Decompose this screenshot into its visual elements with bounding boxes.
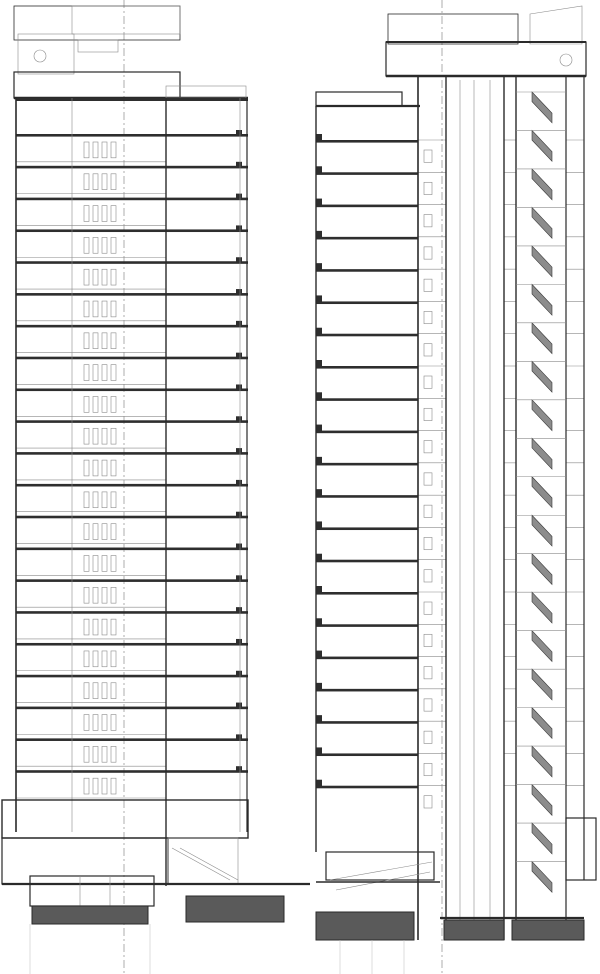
left-floor-opening <box>84 301 89 317</box>
left-floor-opening <box>93 237 98 253</box>
stair-flight <box>532 323 552 354</box>
left-floor-opening <box>93 301 98 317</box>
left-floor-opening <box>84 524 89 540</box>
left-floor-opening <box>84 396 89 412</box>
left-floor-opening <box>84 587 89 603</box>
right-core-opening <box>424 570 432 582</box>
left-floor-slab <box>16 516 248 519</box>
right-core-opening <box>424 505 432 517</box>
left-floor-opening <box>93 778 98 794</box>
right-core-opening <box>424 311 432 323</box>
right-floor-slab <box>316 398 418 401</box>
left-floor-opening <box>102 778 107 794</box>
left-floor-opening <box>102 301 107 317</box>
left-edge-beam <box>236 766 242 772</box>
left-floor-opening <box>111 460 116 476</box>
left-edge-beam <box>236 544 242 550</box>
left-floor-opening <box>111 269 116 285</box>
right-floor-slab <box>316 237 418 240</box>
right-core-opening <box>424 182 432 194</box>
right-floor-slab <box>316 786 418 789</box>
right-edge-beam <box>316 554 322 562</box>
stair-flight <box>532 631 552 662</box>
right-core-opening <box>424 344 432 356</box>
left-floor-opening <box>84 683 89 699</box>
right-core-opening <box>424 602 432 614</box>
right-floor-slab <box>316 205 418 208</box>
left-floor-opening <box>111 301 116 317</box>
stair-flight <box>532 438 552 469</box>
right-typical-floors <box>316 134 584 808</box>
stair-flight <box>532 592 552 623</box>
right-core-opening <box>424 537 432 549</box>
left-edge-beam <box>236 734 242 740</box>
left-floor-opening <box>93 651 98 667</box>
left-floor-opening <box>111 651 116 667</box>
left-floor-slab <box>16 229 248 232</box>
left-floor-slab <box>16 166 248 169</box>
right-foundation-b <box>444 920 504 940</box>
right-floor-slab <box>316 753 418 756</box>
right-edge-beam <box>316 618 322 626</box>
right-core-opening <box>424 408 432 420</box>
left-floor-opening <box>102 746 107 762</box>
right-core-opening <box>424 796 432 808</box>
left-floor-slab <box>16 548 248 551</box>
right-edge-beam <box>316 328 322 336</box>
left-floor-opening <box>93 556 98 572</box>
left-edge-beam <box>236 130 242 136</box>
right-core-opening <box>424 634 432 646</box>
right-floor-slab <box>316 366 418 369</box>
left-typical-floors <box>16 98 248 798</box>
stair-flight <box>532 361 552 392</box>
left-floor-opening <box>102 365 107 381</box>
left-floor-opening <box>111 174 116 190</box>
stair-flight <box>532 554 552 585</box>
right-edge-beam <box>316 521 322 529</box>
stair-flight <box>532 823 552 854</box>
right-edge-beam <box>316 392 322 400</box>
right-edge-beam <box>316 715 322 723</box>
stair-flight <box>532 284 552 315</box>
right-edge-beam <box>316 780 322 788</box>
right-edge-beam <box>316 134 322 142</box>
left-edge-beam <box>236 353 242 359</box>
left-floor-slab <box>16 643 248 646</box>
left-floor-opening <box>102 556 107 572</box>
right-edge-beam <box>316 586 322 594</box>
left-floor-opening <box>102 174 107 190</box>
left-floor-opening <box>93 365 98 381</box>
left-floor-opening <box>102 619 107 635</box>
left-floor-opening <box>84 174 89 190</box>
right-core-opening <box>424 215 432 227</box>
left-floor-slab <box>16 198 248 201</box>
right-floor-slab <box>316 172 418 175</box>
left-floor-opening <box>93 142 98 158</box>
left-floor-opening <box>102 715 107 731</box>
left-floor-opening <box>111 365 116 381</box>
left-floor-opening <box>102 428 107 444</box>
right-stair-core <box>516 92 566 892</box>
left-floor-opening <box>84 492 89 508</box>
right-floor-slab <box>316 431 418 434</box>
left-floor-opening <box>93 269 98 285</box>
left-floor-opening <box>93 460 98 476</box>
left-floor-opening <box>102 683 107 699</box>
left-floor-slab <box>16 325 248 328</box>
left-floor-opening <box>93 619 98 635</box>
left-floor-slab <box>16 261 248 264</box>
right-floor-slab <box>316 495 418 498</box>
left-building-section <box>2 0 310 974</box>
left-edge-beam <box>236 448 242 454</box>
stair-flight <box>532 669 552 700</box>
left-floor-opening <box>93 524 98 540</box>
stair-flight <box>532 400 552 431</box>
left-floor-opening <box>111 428 116 444</box>
left-edge-beam <box>236 671 242 677</box>
left-floor-opening <box>111 237 116 253</box>
left-floor-opening <box>84 428 89 444</box>
right-floor-slab <box>316 721 418 724</box>
left-roof-structure <box>14 6 248 98</box>
right-core-opening <box>424 279 432 291</box>
left-floor-opening <box>93 206 98 222</box>
right-floor-slab <box>316 592 418 595</box>
left-floor-slab <box>16 357 248 360</box>
stair-flight <box>532 92 552 123</box>
left-floor-opening <box>93 587 98 603</box>
right-floor-slab <box>316 657 418 660</box>
left-floor-opening <box>111 333 116 349</box>
left-floor-opening <box>84 237 89 253</box>
right-edge-beam <box>316 683 322 691</box>
left-edge-beam <box>236 480 242 486</box>
left-floor-opening <box>111 556 116 572</box>
right-core-opening <box>424 441 432 453</box>
stair-flight <box>532 708 552 739</box>
left-floor-opening <box>111 396 116 412</box>
left-floor-opening <box>102 587 107 603</box>
right-edge-beam <box>316 166 322 174</box>
left-floor-slab <box>16 707 248 710</box>
right-edge-beam <box>316 489 322 497</box>
left-edge-beam <box>236 225 242 231</box>
right-core-opening <box>424 731 432 743</box>
right-foundation-a <box>316 912 414 940</box>
left-floor-slab <box>16 293 248 296</box>
left-edge-beam <box>236 575 242 581</box>
stair-flight <box>532 862 552 893</box>
right-floor-slab <box>316 624 418 627</box>
left-floor-opening <box>84 365 89 381</box>
left-floor-opening <box>111 524 116 540</box>
right-edge-beam <box>316 231 322 239</box>
stair-flight <box>532 169 552 200</box>
right-floor-slab <box>316 301 418 304</box>
right-edge-beam <box>316 425 322 433</box>
left-floor-opening <box>111 492 116 508</box>
left-floor-opening <box>102 396 107 412</box>
left-floor-slab <box>16 738 248 741</box>
stair-flight <box>532 746 552 777</box>
left-floor-opening <box>84 333 89 349</box>
stair-flight <box>532 130 552 161</box>
left-floor-slab <box>16 675 248 678</box>
left-floor-opening <box>93 174 98 190</box>
left-floor-slab <box>16 452 248 455</box>
left-edge-beam <box>236 384 242 390</box>
left-floor-opening <box>102 460 107 476</box>
right-core-opening <box>424 763 432 775</box>
right-edge-beam <box>316 263 322 271</box>
right-edge-beam <box>316 199 322 207</box>
left-edge-beam <box>236 512 242 518</box>
stair-flight <box>532 515 552 546</box>
left-floor-slab <box>16 579 248 582</box>
left-floor-opening <box>84 269 89 285</box>
right-floor-slab <box>316 269 418 272</box>
left-floor-slab <box>16 611 248 614</box>
left-floor-opening <box>102 651 107 667</box>
left-edge-beam <box>236 321 242 327</box>
right-podium <box>316 818 596 918</box>
stair-flight <box>532 477 552 508</box>
right-core-opening <box>424 699 432 711</box>
left-floor-opening <box>84 746 89 762</box>
right-foundation-c <box>512 920 584 940</box>
left-floor-slab <box>16 770 248 773</box>
right-core-opening <box>424 376 432 388</box>
left-floor-opening <box>93 683 98 699</box>
right-edge-beam <box>316 747 322 755</box>
right-floor-slab <box>316 689 418 692</box>
left-foundation-a <box>32 906 148 924</box>
left-floor-opening <box>111 587 116 603</box>
left-floor-opening <box>102 237 107 253</box>
stair-flight <box>532 246 552 277</box>
left-edge-beam <box>236 162 242 168</box>
left-floor-opening <box>102 524 107 540</box>
left-floor-opening <box>111 619 116 635</box>
left-floor-opening <box>111 683 116 699</box>
left-podium <box>2 800 310 906</box>
left-floor-opening <box>111 715 116 731</box>
left-floor-slab <box>16 134 248 137</box>
left-floor-opening <box>111 746 116 762</box>
left-floor-opening <box>93 396 98 412</box>
left-roof-slab <box>16 98 248 101</box>
left-floor-opening <box>93 333 98 349</box>
right-floor-slab <box>316 140 418 143</box>
left-floor-opening <box>84 460 89 476</box>
right-core-opening <box>424 247 432 259</box>
left-edge-beam <box>236 416 242 422</box>
left-floor-opening <box>102 269 107 285</box>
left-floor-opening <box>93 492 98 508</box>
left-edge-beam <box>236 289 242 295</box>
left-floor-opening <box>111 206 116 222</box>
left-edge-beam <box>236 639 242 645</box>
left-foundation-b <box>186 896 284 922</box>
stair-flight <box>532 207 552 238</box>
left-edge-beam <box>236 703 242 709</box>
left-edge-beam <box>236 607 242 613</box>
left-floor-opening <box>102 206 107 222</box>
right-edge-beam <box>316 457 322 465</box>
left-floor-opening <box>84 619 89 635</box>
right-roof-structure <box>316 6 586 106</box>
right-floor-slab <box>316 560 418 563</box>
left-edge-beam <box>236 257 242 263</box>
left-floor-opening <box>84 651 89 667</box>
right-floor-slab <box>316 334 418 337</box>
left-floor-opening <box>84 715 89 731</box>
right-edge-beam <box>316 651 322 659</box>
right-floor-slab <box>316 463 418 466</box>
left-floor-opening <box>102 333 107 349</box>
right-edge-beam <box>316 295 322 303</box>
left-floor-opening <box>93 746 98 762</box>
left-floor-opening <box>93 715 98 731</box>
right-building-section <box>316 0 596 974</box>
left-floor-opening <box>84 206 89 222</box>
left-floor-slab <box>16 420 248 423</box>
left-floor-opening <box>102 142 107 158</box>
left-floor-slab <box>16 484 248 487</box>
left-floor-opening <box>111 142 116 158</box>
left-floor-opening <box>84 556 89 572</box>
left-floor-opening <box>93 428 98 444</box>
right-edge-beam <box>316 360 322 368</box>
right-core-opening <box>424 150 432 162</box>
right-core-opening <box>424 667 432 679</box>
left-floor-opening <box>111 778 116 794</box>
left-floor-opening <box>84 778 89 794</box>
stair-flight <box>532 785 552 816</box>
left-floor-opening <box>84 142 89 158</box>
left-edge-beam <box>236 194 242 200</box>
right-floor-slab <box>316 527 418 530</box>
left-floor-slab <box>16 388 248 391</box>
left-floor-opening <box>102 492 107 508</box>
right-core-opening <box>424 473 432 485</box>
